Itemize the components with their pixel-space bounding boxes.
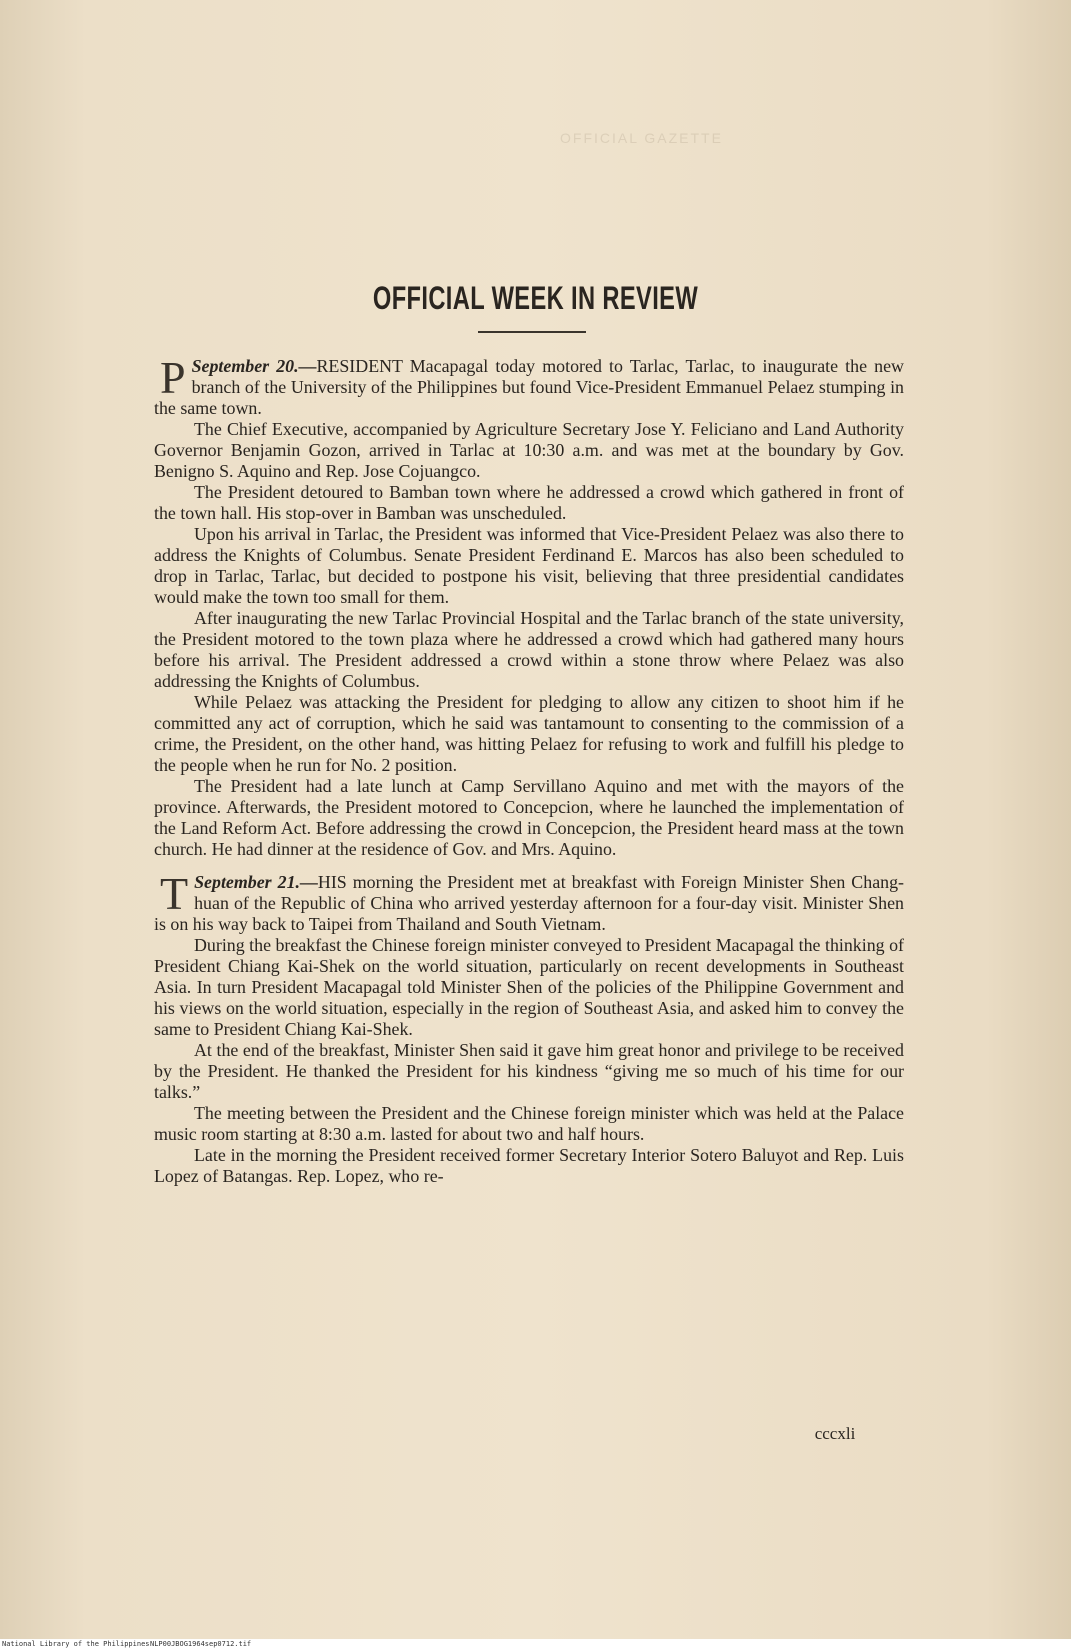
title-rule <box>478 331 586 333</box>
paragraph: The meeting between the President and the Chinese foreign minister which was held at the Palace music room starting at 8:30 a.m. lasted for about two and half hours. <box>154 1103 904 1144</box>
paragraph: The President had a late lunch at Camp Servillano Aquino and met with the mayors of the province. Afterwards, the President motored to Concepcion, where he launched the implementation of the Land Reform Act. Before addressing the crowd in Concepcion, the President heard mass at the town church. He had dinner at the residence of Gov. and Mrs. Aquino. <box>154 776 904 859</box>
entry-date: September 21.— <box>194 872 318 892</box>
entry-lead <box>154 352 904 419</box>
drop-cap: P <box>160 352 186 403</box>
bleed-through-header: OFFICIAL GAZETTE <box>560 130 723 146</box>
entry-lead-text: RESIDENT Macapagal today motored to Tarlac, Tarlac, to inaugurate the new branch of the University of the Philippines but found Vice-President Emmanuel Pelaez stumping in the same town. <box>154 356 904 418</box>
article-body <box>154 352 904 1187</box>
entry-lead-text: HIS morning the President met at breakfast with Foreign Minister Shen Chang-huan of the Republic of China who arrived yesterday afternoon for a four-day visit. Minister Shen is on his way back to Taipei from Thailand and South Vietnam. <box>154 872 904 934</box>
paragraph: After inaugurating the new Tarlac Provincial Hospital and the Tarlac branch of the state university, the President motored to the town plaza where he addressed a crowd which had gathered many hours before his arrival. The President addressed a crowd within a stone throw where Pelaez was also addressing the Knights of Columbus. <box>154 608 904 691</box>
entry-lead <box>154 868 904 935</box>
paragraph: At the end of the breakfast, Minister Shen said it gave him great honor and privilege to be received by the President. He thanked the President for his kindness “giving me so much of his time for our talks.” <box>154 1040 904 1102</box>
paragraph: Late in the morning the President received former Secretary Interior Sotero Baluyot and Rep. Luis Lopez of Batangas. Rep. Lopez, who re- <box>154 1145 904 1186</box>
paragraph: While Pelaez was attacking the President for pledging to allow any citizen to shoot him if he committed any act of corruption, which he said was tantamount to consenting to the commission of a crime, the President, on the other hand, was hitting Pelaez for refusing to work and fulfill his pledge to the people when he run for No. 2 position. <box>154 692 904 775</box>
drop-cap: T <box>160 868 189 919</box>
paragraph: During the breakfast the Chinese foreign minister conveyed to President Macapagal the thinking of President Chiang Kai-Shek on the world situation, particularly on recent developments in Southeast Asia. In turn President Macapagal told Minister Shen of the policies of the Philippine Government and his views on the world situation, especially in the region of Southeast Asia, and asked him to convey the same to President Chiang Kai-Shek. <box>154 935 904 1039</box>
entry-september-20 <box>154 352 904 860</box>
page-title: OFFICIAL WEEK IN REVIEW <box>372 280 699 316</box>
scan-footer <box>0 1639 1071 1650</box>
footer-filename: NLP00JBOG1964sep0712.tif <box>150 1640 252 1648</box>
footer-library: National Library of the Philippines <box>2 1640 150 1648</box>
entry-september-21 <box>154 868 904 1187</box>
entry-date: September 20.— <box>191 356 317 376</box>
paragraph: The President detoured to Bamban town where he addressed a crowd which gathered in front of the town hall. His stop-over in Bamban was unscheduled. <box>154 482 904 523</box>
paragraph: The Chief Executive, accompanied by Agriculture Secretary Jose Y. Feliciano and Land Authority Governor Benjamin Gozon, arrived in Tarlac at 10:30 a.m. and was met at the boundary by Gov. Benigno S. Aquino and Rep. Jose Cojuangco. <box>154 419 904 481</box>
page-number: cccxli <box>814 1424 856 1443</box>
paragraph: Upon his arrival in Tarlac, the President was informed that Vice-President Pelaez was also there to address the Knights of Columbus. Senate President Ferdinand E. Marcos has also been scheduled to drop in Tarlac, Tarlac, but decided to postpone his visit, believing that three presidential candidates would make the town too small for them. <box>154 524 904 607</box>
